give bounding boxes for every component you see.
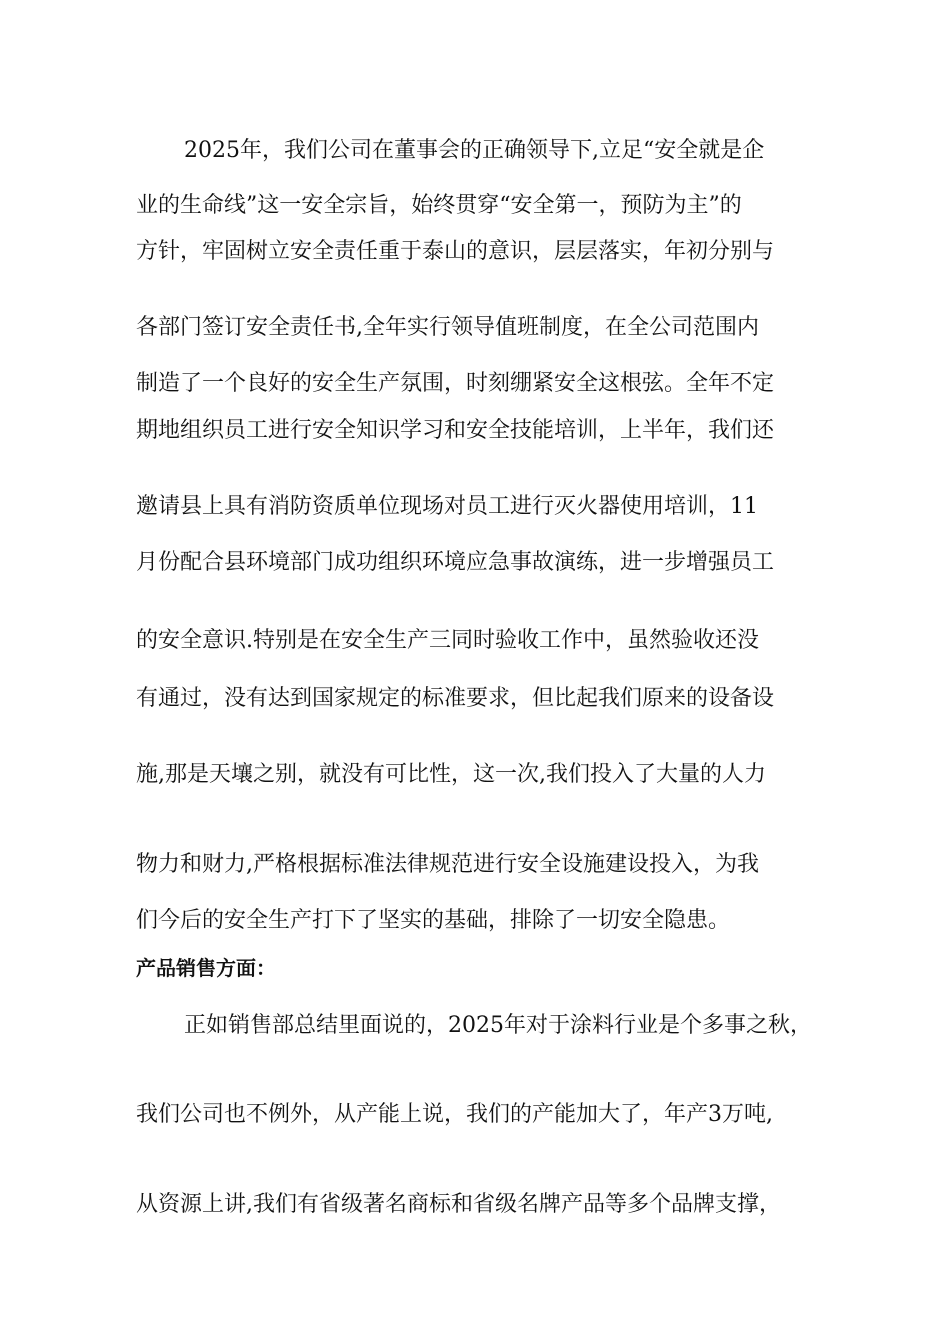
paragraph-line: 从资源上讲,我们有省级著名商标和省级名牌产品等多个品牌支撑， — [136, 1192, 781, 1217]
paragraph-line: 们今后的安全生产打下了坚实的基础，排除了一切安全隐患。 — [136, 908, 731, 933]
section-heading: 产品销售方面： — [136, 956, 276, 980]
paragraph-line: 制造了一个良好的安全生产氛围，时刻绷紧安全这根弦。全年不定 — [136, 371, 775, 396]
paragraph-line: 期地组织员工进行安全知识学习和安全技能培训，上半年，我们还 — [136, 418, 775, 443]
paragraph-line: 邀请县上具有消防资质单位现场对员工进行灭火器使用培训，11 — [136, 494, 758, 519]
paragraph-line: 各部门签订安全责任书,全年实行领导值班制度，在全公司范围内 — [136, 315, 759, 340]
paragraph-line: 方针，牢固树立安全责任重于泰山的意识，层层落实，年初分别与 — [136, 239, 775, 264]
paragraph-line: 的安全意识.特别是在安全生产三同时验收工作中，虽然验收还没 — [136, 628, 759, 653]
paragraph-line: 施,那是天壤之别，就没有可比性，这一次,我们投入了大量的人力 — [136, 762, 766, 787]
paragraph-line: 有通过，没有达到国家规定的标准要求，但比起我们原来的设备设 — [136, 686, 775, 711]
paragraph-line: 2025年，我们公司在董事会的正确领导下,立足“安全就是企 — [184, 138, 765, 163]
paragraph-line: 正如销售部总结里面说的，2025年对于涂料行业是个多事之秋， — [184, 1013, 812, 1038]
paragraph-line: 我们公司也不例外，从产能上说，我们的产能加大了，年产3万吨, — [136, 1102, 773, 1127]
paragraph-line: 月份配合县环境部门成功组织环境应急事故演练，进一步增强员工 — [136, 550, 775, 575]
paragraph-line: 业的生命线”这一安全宗旨，始终贯穿“安全第一，预防为主”的 — [136, 193, 742, 218]
paragraph-line: 物力和财力,严格根据标准法律规范进行安全设施建设投入，为我 — [136, 852, 759, 877]
